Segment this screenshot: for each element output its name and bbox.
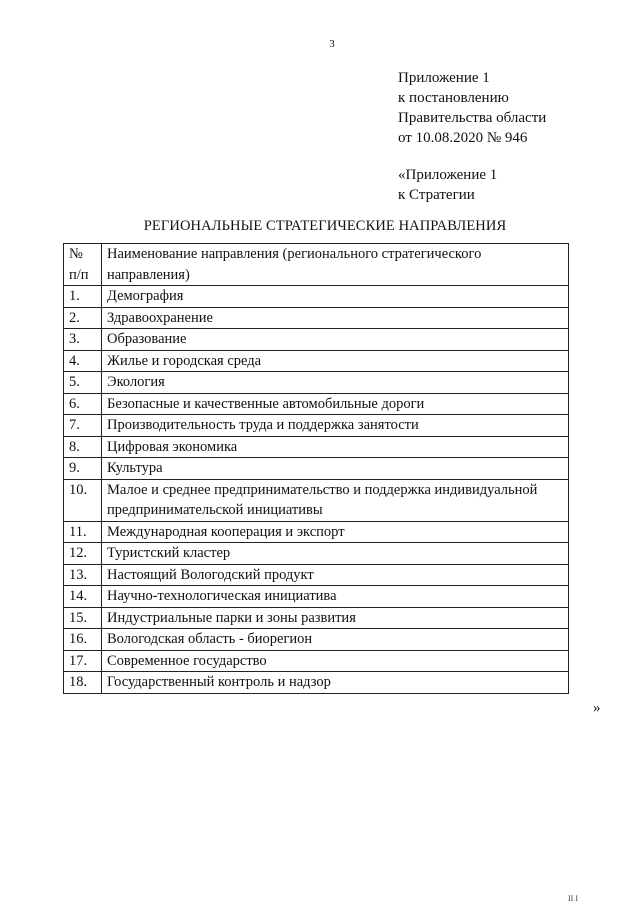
appendix-header bbox=[398, 68, 546, 205]
row-name-cell: Здравоохранение bbox=[102, 307, 569, 329]
row-num-cell: 9. bbox=[64, 458, 102, 480]
row-num-cell: 6. bbox=[64, 393, 102, 415]
table-row bbox=[64, 650, 569, 672]
row-num-cell: 5. bbox=[64, 372, 102, 394]
table-row bbox=[64, 629, 569, 651]
directions-table-body bbox=[64, 244, 569, 694]
row-name-cell: Международная кооперация и экспорт bbox=[102, 521, 569, 543]
row-num-cell: 15. bbox=[64, 607, 102, 629]
table-row bbox=[64, 543, 569, 565]
appendix-line: Правительства области bbox=[398, 110, 547, 126]
row-num-cell: 17. bbox=[64, 650, 102, 672]
row-num-cell: 7. bbox=[64, 415, 102, 437]
row-name-cell: Производительность труда и поддержка занятости bbox=[102, 415, 569, 437]
row-name-cell: Образование bbox=[102, 329, 569, 351]
row-name-cell: Экология bbox=[102, 372, 569, 394]
table-row bbox=[64, 458, 569, 480]
row-name-cell: Демография bbox=[102, 286, 569, 308]
appendix-line: Приложение 1 bbox=[398, 70, 490, 86]
table-row bbox=[64, 479, 569, 521]
table-row bbox=[64, 564, 569, 586]
appendix-line: от 10.08.2020 № 946 bbox=[398, 130, 528, 146]
row-num-cell: 13. bbox=[64, 564, 102, 586]
appendix-line: «Приложение 1 bbox=[398, 167, 498, 183]
header-num-cell: № п/п bbox=[64, 244, 102, 286]
row-name-cell: Современное государство bbox=[102, 650, 569, 672]
row-num-cell: 8. bbox=[64, 436, 102, 458]
row-num-cell: 2. bbox=[64, 307, 102, 329]
table-row bbox=[64, 607, 569, 629]
row-num-cell: 16. bbox=[64, 629, 102, 651]
row-num-cell: 11. bbox=[64, 521, 102, 543]
row-name-cell: Малое и среднее предпринимательство и поддержка индивидуальной предпринимательской инициативы bbox=[102, 479, 569, 521]
table-row bbox=[64, 350, 569, 372]
row-num-cell: 12. bbox=[64, 543, 102, 565]
document-title: РЕГИОНАЛЬНЫЕ СТРАТЕГИЧЕСКИЕ НАПРАВЛЕНИЯ bbox=[143, 218, 507, 234]
table-row bbox=[64, 436, 569, 458]
appendix-gap bbox=[398, 148, 546, 165]
row-num-cell: 1. bbox=[64, 286, 102, 308]
row-name-cell: Научно-технологическая инициатива bbox=[102, 586, 569, 608]
row-name-cell: Туристский кластер bbox=[102, 543, 569, 565]
row-name-cell: Настоящий Вологодский продукт bbox=[102, 564, 569, 586]
row-name-cell: Индустриальные парки и зоны развития bbox=[102, 607, 569, 629]
page-number: 3 bbox=[329, 38, 335, 50]
table-row bbox=[64, 329, 569, 351]
row-name-cell: Жилье и городская среда bbox=[102, 350, 569, 372]
row-num-cell: 14. bbox=[64, 586, 102, 608]
appendix-line: к Стратегии bbox=[398, 187, 475, 203]
row-name-cell: Государственный контроль и надзор bbox=[102, 672, 569, 694]
table-row bbox=[64, 372, 569, 394]
table-row bbox=[64, 286, 569, 308]
row-name-cell: Вологодская область - биорегион bbox=[102, 629, 569, 651]
table-row bbox=[64, 307, 569, 329]
closing-quote: » bbox=[593, 700, 601, 716]
row-num-cell: 3. bbox=[64, 329, 102, 351]
table-row bbox=[64, 393, 569, 415]
row-name-cell: Безопасные и качественные автомобильные дороги bbox=[102, 393, 569, 415]
row-num-cell: 10. bbox=[64, 479, 102, 521]
row-num-cell: 4. bbox=[64, 350, 102, 372]
table-header-row bbox=[64, 244, 569, 286]
table-row bbox=[64, 586, 569, 608]
table-row bbox=[64, 672, 569, 694]
table-row bbox=[64, 415, 569, 437]
row-name-cell: Культура bbox=[102, 458, 569, 480]
appendix-line: к постановлению bbox=[398, 90, 509, 106]
row-num-cell: 18. bbox=[64, 672, 102, 694]
table-row bbox=[64, 521, 569, 543]
row-name-cell: Цифровая экономика bbox=[102, 436, 569, 458]
header-name-cell: Наименование направления (регионального стратегического направления) bbox=[102, 244, 569, 286]
scan-mark: II I bbox=[568, 894, 578, 903]
directions-table bbox=[63, 243, 569, 694]
